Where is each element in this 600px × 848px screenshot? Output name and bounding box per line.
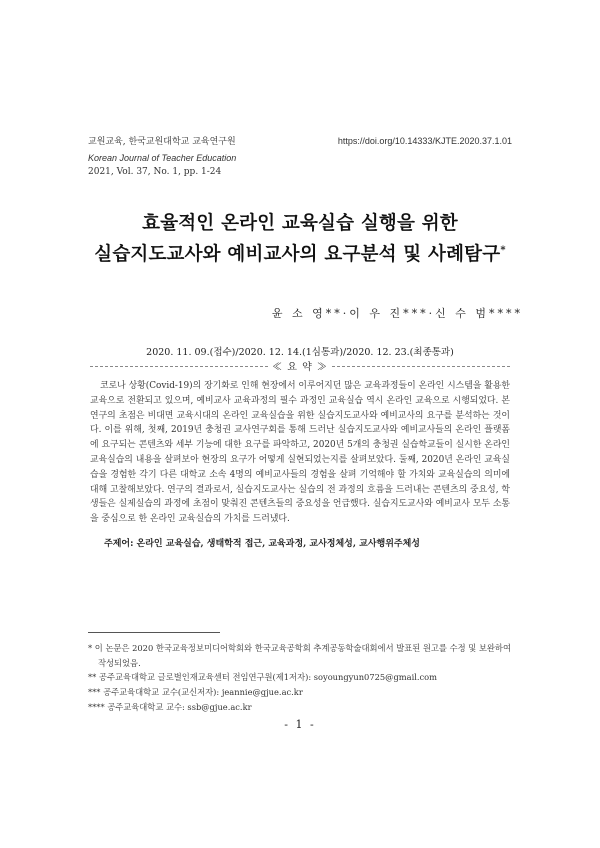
page-number: - 1 -: [284, 718, 316, 731]
review-dates: 2020. 11. 09.(접수)/2020. 12. 14.(1심통과)/2020. 12. 23.(최종통과): [146, 347, 454, 358]
volume-info: 2021, Vol. 37, No. 1, pp. 1-24: [88, 167, 222, 177]
abstract-text: 코로나 상황(Covid-19)의 장기화로 인해 현장에서 이루어지던 많은 교육과정들이 온라인 시스템을 활용한 교육으로 전환되고 있으며, 예비교사 교육과정의 필수 과정인 교육실습 역시 온라인 교육으로 시행되었다. 본 연구의 초점은 비대면 교육시대의 온라인 교육실습을 위한 실습지도교사와 예비교사의 요구를 분석하는 것이다. 이를 위해, 첫째, 2019년 충청권 교사연구회를 통해 드러난 실습지도교사와 예비교사들의 온라인 플랫폼에 요구되는 콘텐츠와 세부 기능에 대한 요구를 파악하고, 2020년 5개의 충청권 실습학교들이 실시한 온라인 교육실습의 내용을 살펴보아 현장의 요구가 어떻게 실현되었는지를 살펴보았다. 둘째, 2020년 온라인 교육실습을 경험한 각기 다른 대학교 소속 4명의 예비교사들의 경험을 살펴 기억해야 할 가치와 교육실습의 의미에 대해 고찰해보았다. 연구의 결과로서, 실습지도교사는 실습의 전 과정의 흐름을 드러내는 콘텐츠의 중요성, 학생들은 실제실습의 과정에 초점이 맞춰진 콘텐츠들의 중요성을 언급했다. 실습지도교사와 예비교사 모두 소통을 중심으로 한 온라인 교육실습의 가치를 드러냈다.: [90, 381, 510, 525]
summary-divider-left: [90, 366, 268, 367]
footnote-3: *** 공주교육대학교 교수(교신저자): jeannie@gjue.ac.kr: [88, 687, 303, 698]
summary-divider-right: [332, 366, 510, 367]
footnote-divider: [88, 632, 220, 633]
keywords: 주제어: 온라인 교육실습, 생태학적 접근, 교육과정, 교사정체성, 교사행위주체성: [104, 539, 420, 549]
title-line-2-text: 실습지도교사와 예비교사의 요구분석 및 사례탐구: [94, 244, 501, 265]
author-list: 윤 소 영**·이 우 진***·신 수 범****: [271, 307, 523, 320]
title-line-1: 효율적인 온라인 교육실습 실행을 위한: [142, 213, 458, 234]
summary-label: ≪ 요 약 ≫: [268, 358, 332, 373]
doi-link[interactable]: https://doi.org/10.14333/KJTE.2020.37.1.01: [337, 136, 512, 146]
footnotes: [88, 641, 518, 715]
footnote-2: ** 공주교육대학교 글로벌인재교육센터 전임연구원(제1저자): soyoungyun0725@gmail.com: [88, 672, 438, 683]
journal-name-ko: 교원교육, 한국교원대학교 교육연구원: [88, 137, 236, 147]
title-line-2: [0, 240, 600, 266]
footnote-4: **** 공주교육대학교 교수: ssb@gjue.ac.kr: [88, 701, 252, 712]
footnote-1: * 이 논문은 2020 한국교육정보미디어학회와 한국교육공학회 추계공동학술대회에서 발표된 원고를 수정 및 보완하여 작성되었음.: [88, 643, 511, 668]
summary-heading: [90, 357, 510, 375]
title-footnote-marker: *: [500, 244, 506, 256]
journal-name-en: Korean Journal of Teacher Education: [88, 153, 237, 163]
